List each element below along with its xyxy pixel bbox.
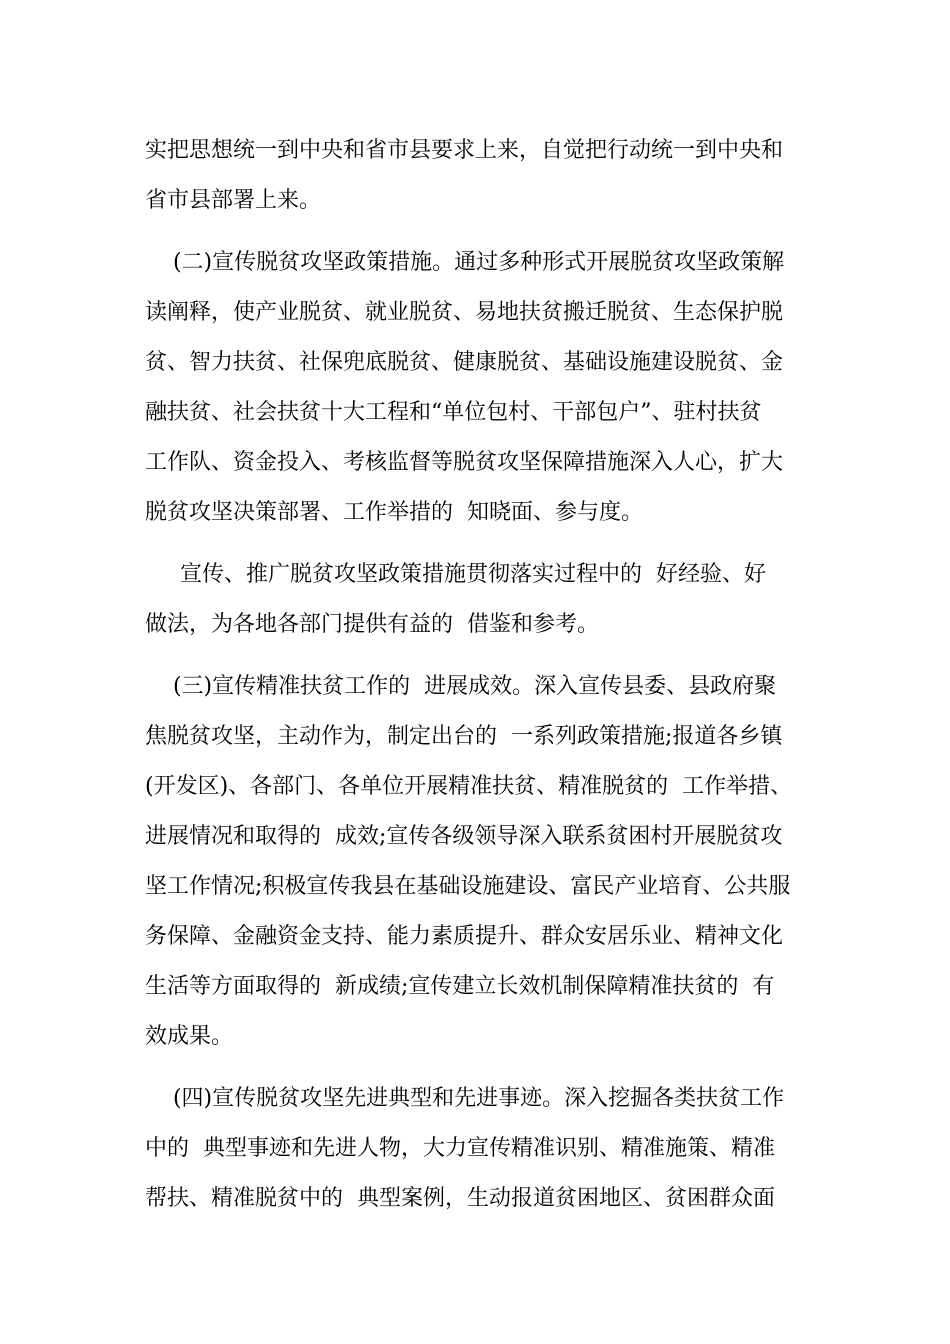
text-line: 帮扶、精准脱贫中的 典型案例，生动报道贫困地区、贫困群众面 xyxy=(145,1186,775,1211)
text-line: 实把思想统一到中央和省市县要求上来，自觉把行动统一到中央和 xyxy=(145,138,784,163)
text-line: 融扶贫、社会扶贫十大工程和“单位包村、干部包户”、驻村扶贫 xyxy=(145,400,762,425)
text-line: 做法，为各地各部门提供有益的 借鉴和参考。 xyxy=(145,612,599,637)
text-line: 坚工作情况;积极宣传我县在基础设施建设、富民产业培育、公共服 xyxy=(145,874,791,899)
text-line: 工作队、资金投入、考核监督等脱贫攻坚保障措施深入人心，扩大 xyxy=(145,450,784,475)
text-line: 务保障、金融资金支持、能力素质提升、群众安居乐业、精神文化 xyxy=(145,924,784,949)
body-text xyxy=(145,0,825,1211)
text-line: 进展情况和取得的 成效;宣传各级领导深入联系贫困村开展脱贫攻 xyxy=(145,824,783,849)
text-line: 脱贫攻坚决策部署、工作举措的 知晓面、参与度。 xyxy=(145,500,643,525)
text-line: 宣传、推广脱贫攻坚政策措施贯彻落实过程中的 好经验、好 xyxy=(145,562,766,587)
text-line: 生活等方面取得的 新成绩;宣传建立长效机制保障精准扶贫的 有 xyxy=(145,974,775,999)
text-line: (二)宣传脱贫攻坚政策措施。通过多种形式开展脱贫攻坚政策解 xyxy=(145,250,785,275)
text-line: 读阐释，使产业脱贫、就业脱贫、易地扶贫搬迁脱贫、生态保护脱 xyxy=(145,300,784,325)
text-line: (开发区)、各部门、各单位开展精准扶贫、精准脱贫的 工作举措、 xyxy=(145,774,793,799)
text-line: 效成果。 xyxy=(145,1024,234,1049)
text-line: (四)宣传脱贫攻坚先进典型和先进事迹。深入挖掘各类扶贫工作 xyxy=(145,1086,785,1111)
text-line: 省市县部署上来。 xyxy=(145,188,322,213)
text-line: (三)宣传精准扶贫工作的 进展成效。深入宣传县委、县政府聚 xyxy=(145,674,777,699)
text-line: 焦脱贫攻坚，主动作为，制定出台的 一系列政策措施;报道各乡镇 xyxy=(145,724,783,749)
text-line: 中的 典型事迹和先进人物，大力宣传精准识别、精准施策、精准 xyxy=(145,1136,775,1161)
text-line: 贫、智力扶贫、社保兜底脱贫、健康脱贫、基础设施建设脱贫、金 xyxy=(145,350,784,375)
